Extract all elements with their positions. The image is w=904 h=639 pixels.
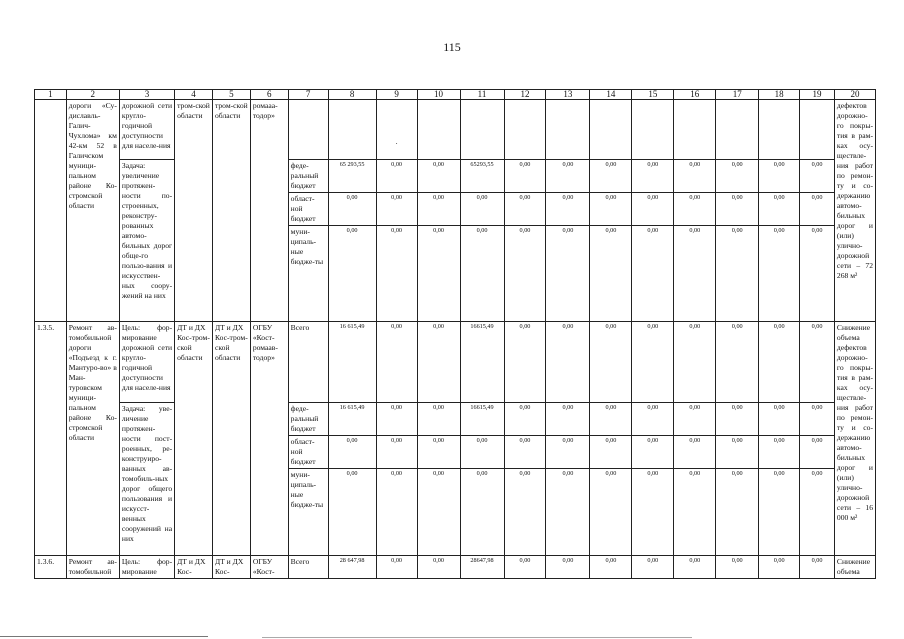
amount-cell [376,100,417,160]
header-cell: 6 [250,90,288,100]
customer-cell: ДТ и ДХ Кос- [175,556,213,579]
amount-cell: 0,00 [417,436,460,469]
amount-cell: 0,00 [546,322,590,403]
header-row [35,90,876,100]
amount-cell: 0,00 [632,322,674,403]
object-name-cell: дороги «Су-диславль-Галич-Чухлома» км 42-км 52 в Галичском муници-пальном районе Ко-стромской области [66,100,119,322]
amount-cell: 0,00 [800,322,835,403]
amount-cell: 0,00 [376,436,417,469]
page-number: 115 [443,40,461,54]
amount-cell: 0,00 [417,322,460,403]
funding-source-cell: Всего [288,322,328,403]
amount-cell: 0,00 [759,160,800,193]
funding-source-cell: муни-ципаль-ные бюдже-ты [288,469,328,556]
amount-cell: 0,00 [376,469,417,556]
amount-cell: 0,00 [632,436,674,469]
amount-cell: 0,00 [632,160,674,193]
amount-cell: 0,00 [504,469,546,556]
amount-cell [546,100,590,160]
funding-source-cell: феде-ральный бюджет [288,160,328,193]
amount-cell: 0,00 [546,160,590,193]
amount-cell: 0,00 [504,160,546,193]
header-cell: 8 [328,90,376,100]
amount-cell: 0,00 [800,436,835,469]
object-name-cell: Ремонт ав-томобильной [66,556,119,579]
result-cell: дефектов дорожно-го покры-тия в рам-ках осу-ществле-ния работ по ремон-ту и со-держанию автомо-бильных дорог и (или) улично-дорожной сети – 72 268 м² [834,100,875,322]
amount-cell: 0,00 [546,556,590,579]
funding-source-cell [288,100,328,160]
amount-cell: 0,00 [674,193,716,226]
amount-cell: 0,00 [417,556,460,579]
amount-cell [716,100,759,160]
header-cell: 12 [504,90,546,100]
amount-cell [632,100,674,160]
goal-cell: Цель: фор-мирование дорожной сети кругло-годичной доступности для населе-ния [119,322,174,403]
amount-cell: 0,00 [759,436,800,469]
funding-source-cell: Всего [288,556,328,579]
amount-cell: 0,00 [460,436,504,469]
amount-cell: 0,00 [590,403,632,436]
header-cell: 17 [716,90,759,100]
table-row [35,322,876,403]
amount-cell: 0,00 [504,436,546,469]
amount-cell: 0,00 [632,403,674,436]
contractor-cell: ромааа-тодор» [250,100,288,322]
amount-cell: 0,00 [504,556,546,579]
amount-cell: 0,00 [759,193,800,226]
amount-cell: 0,00 [376,160,417,193]
amount-cell: 28 647,98 [328,556,376,579]
amount-cell: 0,00 [590,226,632,322]
result-cell: Снижение объема [834,556,875,579]
amount-cell: 16615,49 [460,403,504,436]
amount-cell: 0,00 [546,436,590,469]
task-cell: Задача: увеличение протяжен-ности по-строенных, реконстру-рованных автомо-бильных дорог обще-го пользо-вания и искусствен-ных соору-жений на них [119,160,174,322]
amount-cell: 0,00 [800,193,835,226]
header-cell: 20 [834,90,875,100]
amount-cell: 0,00 [632,193,674,226]
amount-cell: 0,00 [417,403,460,436]
amount-cell: 0,00 [376,226,417,322]
executor-cell: ДТ и ДХ Кос-тром-ской области [212,322,250,556]
customer-cell: тром-ской области [175,100,213,322]
amount-cell: 0,00 [460,193,504,226]
amount-cell: 0,00 [759,469,800,556]
amount-cell: 0,00 [674,469,716,556]
amount-cell: 0,00 [716,193,759,226]
amount-cell: 0,00 [417,226,460,322]
executor-cell: тром-ской области [212,100,250,322]
header-cell: 5 [212,90,250,100]
amount-cell: 0,00 [590,556,632,579]
header-cell: 1 [35,90,67,100]
amount-cell: 0,00 [417,469,460,556]
amount-cell: 0,00 [546,469,590,556]
program-table [34,89,876,579]
amount-cell: 0,00 [328,436,376,469]
amount-cell: 0,00 [460,469,504,556]
table-row [35,556,876,579]
header-cell: 15 [632,90,674,100]
amount-cell: 65 293,55 [328,160,376,193]
goal-cell: дорожной сети кругло-годичной доступности для населе-ния [119,100,174,160]
amount-cell: 0,00 [417,160,460,193]
header-cell: 16 [674,90,716,100]
amount-cell: 0,00 [632,469,674,556]
amount-cell: 0,00 [504,403,546,436]
header-cell: 9 [376,90,417,100]
amount-cell: 0,00 [800,403,835,436]
amount-cell: 0,00 [716,556,759,579]
amount-cell: 0,00 [674,322,716,403]
contractor-cell: ОГБУ «Кост- [250,556,288,579]
customer-cell: ДТ и ДХ Кос-тром-ской области [175,322,213,556]
table-row [35,403,876,436]
header-cell: 14 [590,90,632,100]
amount-cell: 0,00 [674,403,716,436]
amount-cell: 0,00 [590,322,632,403]
amount-cell: 0,00 [716,322,759,403]
amount-cell: 0,00 [504,193,546,226]
header-cell: 2 [66,90,119,100]
row-number-cell: 1.3.6. [35,556,67,579]
amount-cell: 0,00 [328,226,376,322]
amount-cell: 0,00 [716,469,759,556]
amount-cell: 0,00 [759,556,800,579]
header-cell: 11 [460,90,504,100]
amount-cell: 0,00 [376,193,417,226]
amount-cell [460,100,504,160]
table-row [35,100,876,160]
amount-cell [504,100,546,160]
amount-cell: 0,00 [716,226,759,322]
amount-cell: 65293,55 [460,160,504,193]
funding-source-cell: област-ной бюджет [288,193,328,226]
amount-cell: 0,00 [504,322,546,403]
executor-cell: ДТ и ДХ Кос- [212,556,250,579]
dot-mark: · [395,139,398,148]
amount-cell: 0,00 [417,193,460,226]
amount-cell: 0,00 [800,160,835,193]
scan-edge-line [262,637,692,638]
funding-source-cell: муни-ципаль-ные бюдже-ты [288,226,328,322]
task-cell: Задача: уве-личение протяжен-ности пост-роенных, ре-конструиро-ванных ав-томобиль-ных дорог общего пользования и искусст-венных сооружений на них [119,403,174,556]
amount-cell: 0,00 [376,322,417,403]
header-cell: 3 [119,90,174,100]
amount-cell: 0,00 [759,226,800,322]
amount-cell [674,100,716,160]
amount-cell: 0,00 [328,469,376,556]
amount-cell: 16 615,49 [328,322,376,403]
amount-cell [328,100,376,160]
amount-cell: 0,00 [674,436,716,469]
goal-cell: Цель: фор-мирование [119,556,174,579]
contractor-cell: ОГБУ «Кост-ромаав-тодор» [250,322,288,556]
header-cell: 7 [288,90,328,100]
table-row [35,160,876,193]
amount-cell: 28647,98 [460,556,504,579]
amount-cell: 0,00 [504,226,546,322]
row-number-cell [35,100,67,322]
amount-cell: 0,00 [759,322,800,403]
row-number-cell: 1.3.5. [35,322,67,556]
amount-cell: 0,00 [632,556,674,579]
amount-cell: 0,00 [460,226,504,322]
header-cell: 13 [546,90,590,100]
amount-cell: 0,00 [590,436,632,469]
amount-cell: 0,00 [376,556,417,579]
amount-cell: 0,00 [716,160,759,193]
amount-cell: 0,00 [716,436,759,469]
amount-cell: 0,00 [546,226,590,322]
amount-cell: 0,00 [546,403,590,436]
header-cell: 18 [759,90,800,100]
object-name-cell: Ремонт ав-томобильной дороги «Подъезд к г. Мантуро-во» в Ман-туровском муници-пальном районе Ко-стромской области [66,322,119,556]
amount-cell: 0,00 [590,193,632,226]
amount-cell: 0,00 [674,556,716,579]
amount-cell [590,100,632,160]
amount-cell: 0,00 [376,403,417,436]
amount-cell: 0,00 [632,226,674,322]
amount-cell [800,100,835,160]
header-cell: 19 [800,90,835,100]
funding-source-cell: феде-ральный бюджет [288,403,328,436]
amount-cell [417,100,460,160]
amount-cell [759,100,800,160]
amount-cell: 0,00 [759,403,800,436]
amount-cell: 16 615,49 [328,403,376,436]
scan-edge-line [0,636,208,637]
amount-cell: 0,00 [800,469,835,556]
amount-cell: 0,00 [716,403,759,436]
amount-cell: 16615,49 [460,322,504,403]
header-cell: 10 [417,90,460,100]
header-cell: 4 [175,90,213,100]
funding-source-cell: област-ной бюджет [288,436,328,469]
amount-cell: 0,00 [590,469,632,556]
amount-cell: 0,00 [546,193,590,226]
amount-cell: 0,00 [328,193,376,226]
amount-cell: 0,00 [800,556,835,579]
amount-cell: 0,00 [590,160,632,193]
result-cell: Снижение объема дефектов дорожно-го покры-тия в рам-ках осу-ществле-ния работ по ремон-ту и со-держанию автомо-бильных дорог и (или) улично-дорожной сети – 16 000 м² [834,322,875,556]
amount-cell: 0,00 [674,160,716,193]
amount-cell: 0,00 [674,226,716,322]
amount-cell: 0,00 [800,226,835,322]
